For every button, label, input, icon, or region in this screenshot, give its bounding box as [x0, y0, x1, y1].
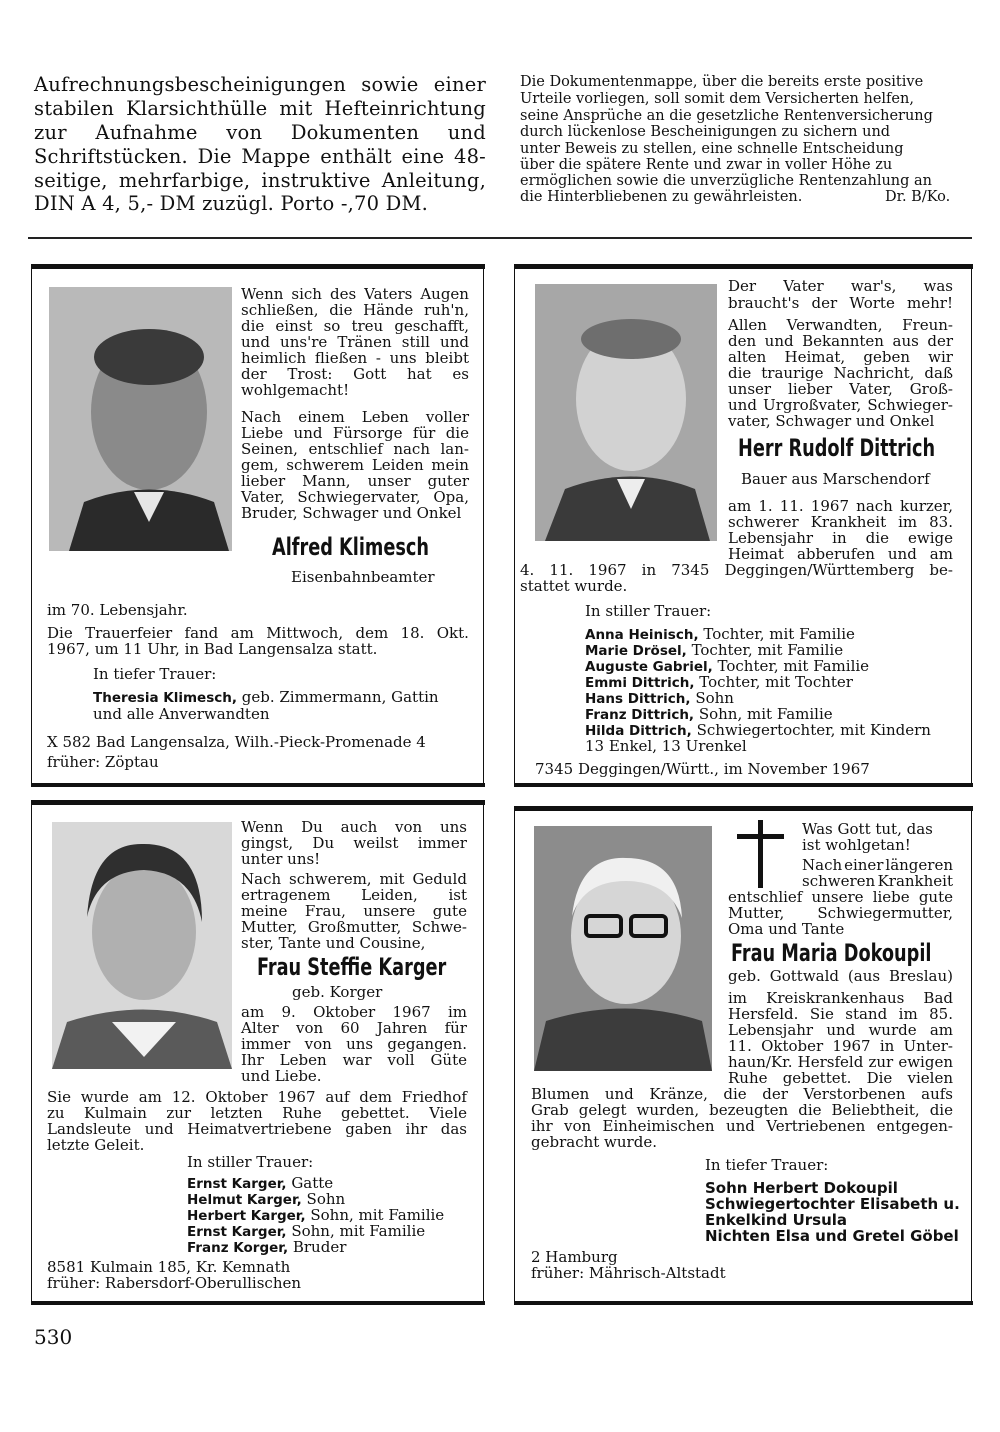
frame-bar	[514, 783, 973, 787]
deceased-name: Frau Maria Dokoupil	[731, 939, 932, 967]
funeral-line: Die Trauerfeier fand am Mittwoch, dem 18. Okt.	[47, 624, 469, 642]
mourner-relation: Sohn	[695, 689, 734, 707]
mourner-relation: geb. Zimmermann, Gattin	[241, 688, 439, 706]
mourner-relation: Tochter, mit Tochter	[699, 673, 853, 691]
frame-bar	[514, 1301, 973, 1305]
death-line: und Liebe.	[241, 1067, 322, 1085]
body-line: Nach einem Leben voller	[241, 408, 469, 426]
deceased-name: Alfred Klimesch	[272, 533, 430, 561]
body-line: ster, Tante und Cousine,	[241, 934, 426, 952]
verse-line: und uns're Tränen still und	[241, 333, 469, 351]
portrait-photo	[52, 822, 232, 1069]
mourner-relation: Gatte	[291, 1174, 334, 1192]
burial-line: Sie wurde am 12. Oktober 1967 auf dem Friedhof	[47, 1088, 467, 1106]
mourner-relation: Sohn, mit Familie	[291, 1222, 426, 1240]
death-line: Hersfeld. Sie stand im 85.	[728, 1005, 953, 1023]
mourner	[187, 1238, 346, 1256]
occupation: Eisenbahnbeamter	[291, 568, 435, 586]
mourner-name: Theresia Klimesch,	[93, 690, 237, 706]
body-line: meine Frau, unsere gute	[241, 902, 467, 920]
body-line: gem, schwerem Leiden mein	[241, 456, 469, 474]
death-line: am 9. Oktober 1967 im	[241, 1003, 467, 1021]
portrait-photo	[535, 284, 717, 541]
flowers-line: ihr von Einheimischen und Vertriebenen entgegen-	[531, 1117, 953, 1135]
mourner-relation: Sohn, mit Familie	[310, 1206, 445, 1224]
page-number: 530	[34, 1325, 73, 1349]
verse-line: unter uns!	[241, 850, 321, 868]
relatives: und alle Anverwandten	[93, 705, 270, 723]
intro-right-line: über die spätere Rente und zwar in voller Höhe zu	[520, 157, 893, 173]
frame-bar	[514, 264, 973, 269]
verse-line: Wenn sich des Vaters Augen	[241, 285, 469, 303]
body-line: Nach einer längeren	[802, 856, 953, 874]
death-line: 11. Oktober 1967 in Unter-	[728, 1037, 953, 1055]
burial-line: 4. 11. 1967 in 7345 Deggingen/Württemberg be-	[520, 561, 953, 579]
mourner-name: Anna Heinisch,	[585, 627, 699, 643]
body-line: schweren Krankheit	[802, 872, 953, 890]
mourner-name: Hans Dittrich,	[585, 691, 691, 707]
nee: geb. Korger	[292, 983, 383, 1001]
body-line: alten Heimat, geben wir	[728, 348, 953, 366]
body-line: ertragenem Leiden, ist	[241, 886, 467, 904]
cross-icon	[737, 834, 784, 839]
intro-right-line: seine Ansprüche an die gesetzliche Rentenversicherung	[520, 108, 933, 124]
death-line: Ihr Leben war voll Güte	[241, 1051, 467, 1069]
portrait-man-icon	[535, 284, 717, 541]
body-line: unser lieber Vater, Groß-	[728, 380, 953, 398]
intro-left-line: Aufrechnungsbescheinigungen sowie einer	[34, 73, 486, 96]
mourner-relation: Tochter, mit Familie	[703, 625, 855, 643]
intro-signature: Dr. B/Ko.	[885, 189, 951, 205]
mourner-relation: Sohn	[306, 1190, 346, 1208]
intro-right-last: die Hinterbliebenen zu gewährleisten.	[520, 189, 803, 205]
verse-line: ist wohlgetan!	[802, 836, 911, 854]
mourner: Enkelkind Ursula	[705, 1211, 848, 1229]
mourner-name: Herbert Karger,	[187, 1208, 306, 1224]
burial-line: stattet wurde.	[520, 577, 628, 595]
address: 8581 Kulmain 185, Kr. Kemnath	[47, 1258, 291, 1276]
mourner-name: Ernst Karger,	[187, 1176, 287, 1192]
verse-line: Was Gott tut, das	[802, 820, 933, 838]
frame-bar	[31, 783, 485, 787]
grandchildren: 13 Enkel, 13 Urenkel	[585, 737, 747, 755]
verse-line: schließen, die Hände ruh'n,	[241, 301, 469, 319]
portrait-photo	[534, 826, 712, 1071]
death-line: geb. Gottwald (aus Breslau)	[728, 967, 953, 985]
portrait-man-icon	[49, 287, 232, 551]
mourner-name: Ernst Karger,	[187, 1224, 287, 1240]
frame-bar	[514, 806, 973, 811]
mourner: Sohn Herbert Dokoupil	[705, 1179, 898, 1197]
body-line: Nach schwerem, mit Geduld	[241, 870, 467, 888]
mourning-heading: In tiefer Trauer:	[93, 665, 217, 683]
section-divider	[28, 237, 972, 239]
body-line: entschlief unsere liebe gute	[728, 888, 953, 906]
body-line: und Urgroßvater, Schwieger-	[728, 396, 953, 414]
intro-right-line: durch lückenlose Bescheinigungen zu sichern und	[520, 124, 891, 140]
portrait-woman-icon	[52, 822, 232, 1069]
mourner: Nichten Elsa und Gretel Göbel	[705, 1227, 959, 1245]
verse-line: wohlgemacht!	[241, 381, 350, 399]
intro-left-line: seitige, mehrfarbige, instruktive Anleitung,	[34, 169, 486, 192]
intro-left-line: zur Aufnahme von Dokumenten und	[34, 121, 486, 144]
body-line: Seinen, entschlief nach lan-	[241, 440, 469, 458]
death-line: schwerer Krankheit im 83.	[728, 513, 953, 531]
death-line: immer von uns gegangen.	[241, 1035, 467, 1053]
body-line: vater, Schwager und Onkel	[728, 412, 935, 430]
mourner-name: Auguste Gabriel,	[585, 659, 713, 675]
mourner-relation: Sohn, mit Familie	[698, 705, 833, 723]
cross-icon	[758, 820, 763, 888]
intro-right-line: unter Beweis zu stellen, eine schnelle Entscheidung	[520, 141, 904, 157]
mourning-heading: In stiller Trauer:	[187, 1153, 314, 1171]
mourning-heading: In stiller Trauer:	[585, 602, 712, 620]
mourner-relation: Tochter, mit Familie	[691, 641, 844, 659]
verse-line: die einst so treu geschafft,	[241, 317, 469, 335]
verse-line: der Trost: Gott hat es	[241, 365, 469, 383]
address: 2 Hamburg	[531, 1248, 618, 1266]
intro-left-line: Schriftstücken. Die Mappe enthält eine 48-	[34, 145, 486, 168]
occupation: Bauer aus Marschendorf	[741, 470, 930, 488]
burial-line: Landsleute und Heimatvertriebene gaben ihr das	[47, 1120, 467, 1138]
address: X 582 Bad Langensalza, Wilh.-Pieck-Promenade 4	[47, 733, 426, 751]
formerly: früher: Zöptau	[47, 753, 159, 771]
portrait-woman-glasses-icon	[534, 826, 712, 1071]
mourner-relation: Bruder	[292, 1238, 347, 1256]
flowers-line: Blumen und Kränze, die der Verstorbenen aufs	[531, 1085, 953, 1103]
age: im 70. Lebensjahr.	[47, 601, 188, 619]
death-line: Lebensjahr in die ewige	[728, 529, 953, 547]
body-line: Allen Verwandten, Freun-	[728, 316, 953, 334]
verse-line: braucht's der Worte mehr!	[728, 294, 953, 312]
intro-right-line: ermöglichen sowie die unverzügliche Rentenzahlung an	[520, 173, 933, 189]
death-line: Heimat abberufen und am	[728, 545, 953, 563]
body-line: Oma und Tante	[728, 920, 845, 938]
frame-bar	[31, 264, 485, 269]
mourning-heading: In tiefer Trauer:	[705, 1156, 829, 1174]
verse-line: Der Vater war's, was	[728, 277, 953, 295]
body-line: Vater, Schwiegervater, Opa,	[241, 488, 469, 506]
mourner-name: Helmut Karger,	[187, 1192, 302, 1208]
mourner-name: Marie Drösel,	[585, 643, 687, 659]
place-date: 7345 Deggingen/Württ., im November 1967	[535, 760, 870, 778]
burial-line: letzte Geleit.	[47, 1136, 145, 1154]
mourner-name: Franz Korger,	[187, 1240, 289, 1256]
mourner-relation: Tochter, mit Familie	[717, 657, 870, 675]
verse-line: gingst, Du weilst immer	[241, 834, 467, 852]
mourner-name: Hilda Dittrich,	[585, 723, 692, 739]
body-line: lieber Mann, unser guter	[241, 472, 469, 490]
mourner-name: Franz Dittrich,	[585, 707, 695, 723]
verse-line: heimlich fließen - uns bleibt	[241, 349, 469, 367]
frame-bar	[31, 1301, 485, 1305]
body-line: Mutter, Schwiegermutter,	[728, 904, 953, 922]
intro-left-line: stabilen Klarsichthülle mit Hefteinrichtung	[34, 97, 486, 120]
frame-bar	[31, 800, 485, 805]
portrait-photo	[49, 287, 232, 551]
body-line: den und Bekannten aus der	[728, 332, 953, 350]
deceased-name: Frau Steffie Karger	[257, 953, 447, 981]
deceased-name: Herr Rudolf Dittrich	[738, 434, 936, 462]
formerly: früher: Mährisch-Altstadt	[531, 1264, 726, 1282]
body-line: die traurige Nachricht, daß	[728, 364, 953, 382]
death-line: Ruhe gebettet. Die vielen	[728, 1069, 953, 1087]
burial-line: zu Kulmain zur letzten Ruhe gebettet. Viele	[47, 1104, 467, 1122]
body-line: Bruder, Schwager und Onkel	[241, 504, 462, 522]
body-line: Mutter, Großmutter, Schwe-	[241, 918, 467, 936]
mourner	[93, 688, 439, 706]
death-line: Lebensjahr und wurde am	[728, 1021, 953, 1039]
mourner: Schwiegertochter Elisabeth u.	[705, 1195, 960, 1213]
verse-line: Wenn Du auch von uns	[241, 818, 467, 836]
intro-left-line: DIN A 4, 5,- DM zuzügl. Porto -,70 DM.	[34, 192, 429, 215]
funeral-line: 1967, um 11 Uhr, in Bad Langensalza statt.	[47, 640, 378, 658]
flowers-line: Grab gelegt wurden, bezeugten die Beliebtheit, die	[531, 1101, 953, 1119]
formerly: früher: Rabersdorf-Oberullischen	[47, 1274, 302, 1292]
body-line: Liebe und Fürsorge für die	[241, 424, 469, 442]
mourner-relation: Schwiegertochter, mit Kindern	[696, 721, 931, 739]
death-line: haun/Kr. Hersfeld zur ewigen	[728, 1053, 953, 1071]
death-line: Alter von 60 Jahren für	[241, 1019, 467, 1037]
death-line: im Kreiskrankenhaus Bad	[728, 989, 953, 1007]
death-line: am 1. 11. 1967 nach kurzer,	[728, 497, 953, 515]
flowers-line: gebracht wurde.	[531, 1133, 657, 1151]
intro-right-line: Die Dokumentenmappe, über die bereits erste positive	[520, 74, 924, 90]
mourner-name: Emmi Dittrich,	[585, 675, 695, 691]
intro-right-line: Urteile vorliegen, soll somit dem Versicherten helfen,	[520, 91, 914, 107]
